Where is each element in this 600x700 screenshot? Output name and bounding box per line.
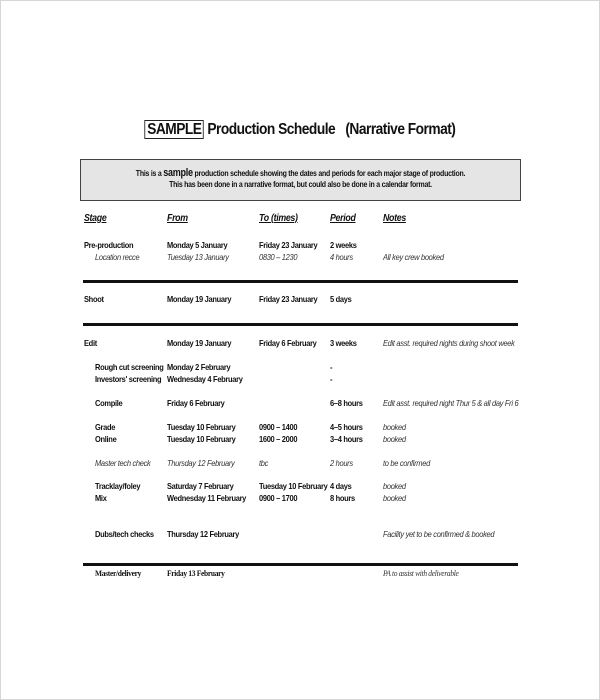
cell-stage: Grade <box>95 422 116 432</box>
cell-notes: booked <box>383 434 406 444</box>
cell-stage: Compile <box>95 398 123 408</box>
cell-notes: All key crew booked <box>383 252 444 262</box>
cell-notes: to be confirmed <box>383 458 430 468</box>
cell-to: 0900 – 1700 <box>259 493 298 503</box>
cell-period: - <box>330 374 333 384</box>
cell-stage: Pre-production <box>84 240 134 250</box>
intro-prefix: This is a <box>135 168 162 178</box>
cell-to: Friday 23 January <box>259 294 318 304</box>
cell-from: Monday 5 January <box>167 240 228 250</box>
cell-to: 1600 – 2000 <box>259 434 298 444</box>
cell-from: Monday 2 February <box>167 362 231 372</box>
intro-sample-word: sample <box>163 167 193 179</box>
cell-period: - <box>330 362 333 372</box>
title-sample-word: SAMPLE <box>145 120 204 139</box>
cell-to: 0830 – 1230 <box>259 252 298 262</box>
cell-from: Thursday 12 February <box>167 458 235 468</box>
cell-to: Friday 23 January <box>259 240 318 250</box>
cell-period: 3 weeks <box>330 338 357 348</box>
cell-from: Tuesday 10 February <box>167 434 236 444</box>
cell-from: Tuesday 10 February <box>167 422 236 432</box>
cell-stage: Tracklay/foley <box>95 481 141 491</box>
intro-line-2: This has been done in a narrative format, but could also be done in a calendar format. <box>169 179 432 189</box>
cell-from: Wednesday 4 February <box>167 374 243 384</box>
cell-from: Monday 19 January <box>167 338 232 348</box>
intro-box <box>80 159 521 201</box>
intro-suffix: production schedule showing the dates and periods for each major stage of production. <box>194 168 466 178</box>
cell-from: Wednesday 11 February <box>167 493 247 503</box>
cell-from: Tuesday 13 January <box>167 252 229 262</box>
header-notes: Notes <box>383 213 406 224</box>
cell-to: tbc <box>259 458 269 468</box>
header-period: Period <box>330 213 356 224</box>
cell-notes: Edit asst. required night Thur 5 & all day Fri 6 <box>383 398 519 408</box>
cell-to: 0900 – 1400 <box>259 422 298 432</box>
cell-period: 2 weeks <box>330 240 357 250</box>
cell-stage: Location recce <box>95 252 140 262</box>
divider <box>83 563 518 566</box>
cell-stage: Mix <box>95 493 107 503</box>
divider <box>83 323 518 326</box>
cell-notes: Facility yet to be confirmed & booked <box>383 529 495 539</box>
title-main: Production Schedule <box>207 121 336 138</box>
cell-from: Friday 6 February <box>167 398 225 408</box>
cell-period: 6–8 hours <box>330 398 363 408</box>
cell-to: Friday 6 February <box>259 338 317 348</box>
cell-period: 4 hours <box>330 252 353 262</box>
cell-stage: Investors' screening <box>95 374 162 384</box>
intro-line-1 <box>121 168 481 179</box>
cell-notes: Edit asst. required nights during shoot week <box>383 338 515 348</box>
header-from: From <box>167 213 188 224</box>
title-format: (Narrative Format) <box>345 121 456 138</box>
cell-from: Monday 19 January <box>167 294 232 304</box>
cell-stage: Rough cut screening <box>95 362 164 372</box>
cell-period: 3–4 hours <box>330 434 363 444</box>
cell-period: 4–5 hours <box>330 422 363 432</box>
cell-from: Saturday 7 February <box>167 481 234 491</box>
cell-stage: Master/delivery <box>95 568 142 578</box>
cell-stage: Dubs/tech checks <box>95 529 154 539</box>
cell-from: Friday 13 February <box>167 568 225 578</box>
page-title <box>42 121 558 139</box>
cell-stage: Edit <box>84 338 97 348</box>
cell-notes: booked <box>383 481 406 491</box>
cell-notes: booked <box>383 422 406 432</box>
cell-period: 2 hours <box>330 458 353 468</box>
cell-notes: PA to assist with deliverable <box>383 568 459 578</box>
cell-to: Tuesday 10 February <box>259 481 328 491</box>
cell-period: 8 hours <box>330 493 355 503</box>
cell-period: 4 days <box>330 481 352 491</box>
divider <box>83 280 518 283</box>
cell-stage: Shoot <box>84 294 104 304</box>
cell-from: Thursday 12 February <box>167 529 239 539</box>
cell-stage: Online <box>95 434 117 444</box>
cell-period: 5 days <box>330 294 352 304</box>
cell-stage: Master tech check <box>95 458 151 468</box>
header-stage: Stage <box>84 213 107 224</box>
header-to: To (times) <box>259 213 298 224</box>
cell-notes: booked <box>383 493 406 503</box>
